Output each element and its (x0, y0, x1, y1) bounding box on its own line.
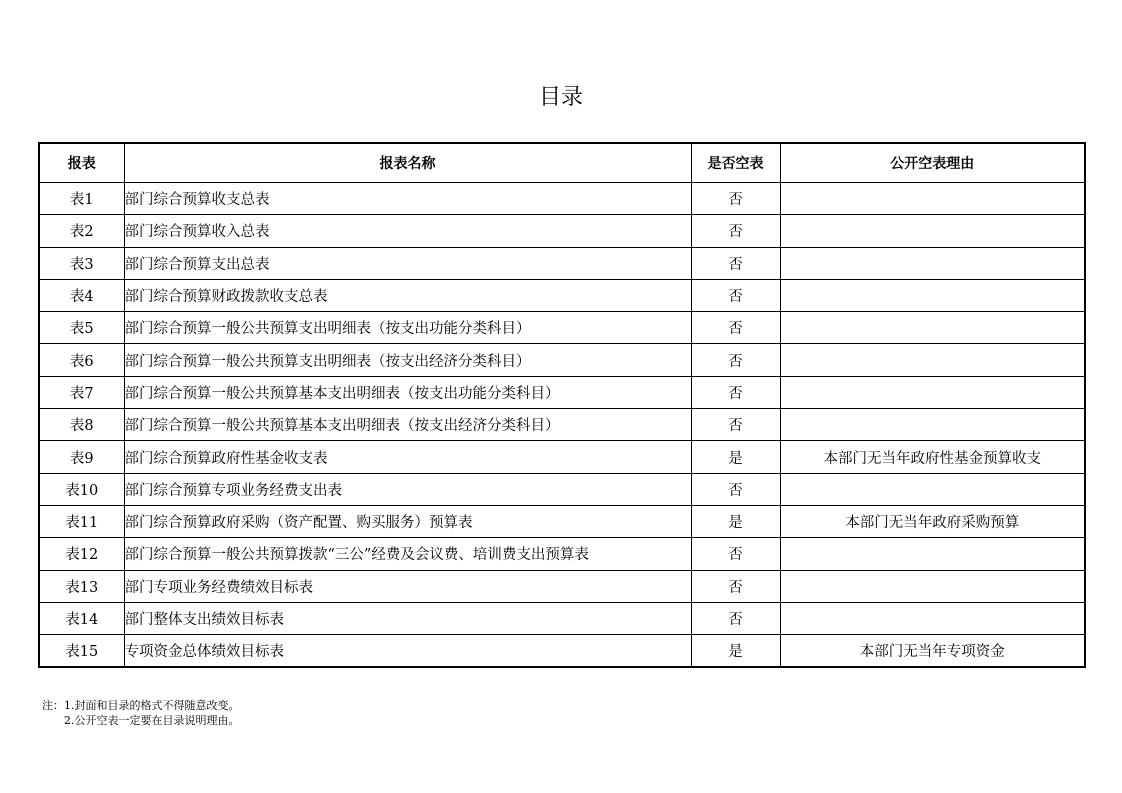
header-reason: 公开空表理由 (780, 143, 1085, 183)
table-row (39, 538, 1085, 570)
row-reason: 本部门无当年专项资金 (780, 635, 1085, 668)
table-header-row (39, 143, 1085, 183)
row-code: 表9 (39, 441, 124, 473)
row-is-empty: 否 (691, 409, 780, 441)
row-is-empty: 否 (691, 376, 780, 408)
row-name: 部门专项业务经费绩效目标表 (124, 570, 691, 602)
table-row (39, 635, 1085, 668)
row-reason (780, 570, 1085, 602)
row-name: 部门综合预算专项业务经费支出表 (124, 473, 691, 505)
row-code: 表1 (39, 183, 124, 215)
row-name: 部门综合预算一般公共预算拨款“三公”经费及会议费、培训费支出预算表 (124, 538, 691, 570)
table-row (39, 344, 1085, 376)
row-is-empty: 否 (691, 215, 780, 247)
footnote-line-2: 2.公开空表一定要在目录说明理由。 (64, 714, 240, 727)
row-is-empty: 否 (691, 570, 780, 602)
row-is-empty: 否 (691, 312, 780, 344)
row-name: 部门综合预算支出总表 (124, 247, 691, 279)
table-row (39, 312, 1085, 344)
table-row (39, 247, 1085, 279)
row-reason (780, 376, 1085, 408)
row-code: 表15 (39, 635, 124, 668)
table-row (39, 570, 1085, 602)
page-title: 目录 (538, 85, 583, 110)
row-code: 表10 (39, 473, 124, 505)
row-code: 表13 (39, 570, 124, 602)
row-code: 表6 (39, 344, 124, 376)
row-reason (780, 279, 1085, 311)
row-code: 表12 (39, 538, 124, 570)
row-is-empty: 否 (691, 279, 780, 311)
table-row (39, 505, 1085, 537)
table-row (39, 279, 1085, 311)
row-is-empty: 否 (691, 538, 780, 570)
row-reason (780, 473, 1085, 505)
row-is-empty: 否 (691, 183, 780, 215)
row-is-empty: 否 (691, 473, 780, 505)
row-reason (780, 409, 1085, 441)
table-row (39, 409, 1085, 441)
row-name: 部门综合预算一般公共预算基本支出明细表（按支出经济分类科目） (124, 409, 691, 441)
table-row (39, 602, 1085, 634)
row-is-empty: 是 (691, 441, 780, 473)
table-row (39, 183, 1085, 215)
row-is-empty: 否 (691, 602, 780, 634)
row-reason: 本部门无当年政府采购预算 (780, 505, 1085, 537)
catalog-table (38, 142, 1086, 668)
row-name: 部门综合预算一般公共预算支出明细表（按支出功能分类科目） (124, 312, 691, 344)
table-row (39, 441, 1085, 473)
header-is-empty: 是否空表 (691, 143, 780, 183)
row-reason (780, 312, 1085, 344)
row-reason (780, 602, 1085, 634)
row-code: 表14 (39, 602, 124, 634)
header-code: 报表 (39, 143, 124, 183)
table-row (39, 473, 1085, 505)
row-code: 表11 (39, 505, 124, 537)
row-name: 部门综合预算一般公共预算基本支出明细表（按支出功能分类科目） (124, 376, 691, 408)
row-code: 表7 (39, 376, 124, 408)
row-code: 表3 (39, 247, 124, 279)
row-name: 部门综合预算收入总表 (124, 215, 691, 247)
row-reason (780, 247, 1085, 279)
row-is-empty: 是 (691, 505, 780, 537)
row-code: 表8 (39, 409, 124, 441)
row-code: 表5 (39, 312, 124, 344)
row-name: 部门综合预算一般公共预算支出明细表（按支出经济分类科目） (124, 344, 691, 376)
row-reason: 本部门无当年政府性基金预算收支 (780, 441, 1085, 473)
row-is-empty: 否 (691, 247, 780, 279)
row-is-empty: 是 (691, 635, 780, 668)
row-reason (780, 344, 1085, 376)
footnote (42, 698, 240, 728)
table-row (39, 215, 1085, 247)
row-name: 部门综合预算财政拨款收支总表 (124, 279, 691, 311)
row-is-empty: 否 (691, 344, 780, 376)
row-name: 部门综合预算政府采购（资产配置、购买服务）预算表 (124, 505, 691, 537)
row-code: 表4 (39, 279, 124, 311)
table-row (39, 376, 1085, 408)
row-code: 表2 (39, 215, 124, 247)
row-reason (780, 183, 1085, 215)
header-name: 报表名称 (124, 143, 691, 183)
row-name: 部门整体支出绩效目标表 (124, 602, 691, 634)
row-name: 部门综合预算收支总表 (124, 183, 691, 215)
row-name: 专项资金总体绩效目标表 (124, 635, 691, 668)
row-reason (780, 538, 1085, 570)
footnote-line-1: 注：1.封面和目录的格式不得随意改变。 (42, 699, 240, 712)
row-reason (780, 215, 1085, 247)
row-name: 部门综合预算政府性基金收支表 (124, 441, 691, 473)
